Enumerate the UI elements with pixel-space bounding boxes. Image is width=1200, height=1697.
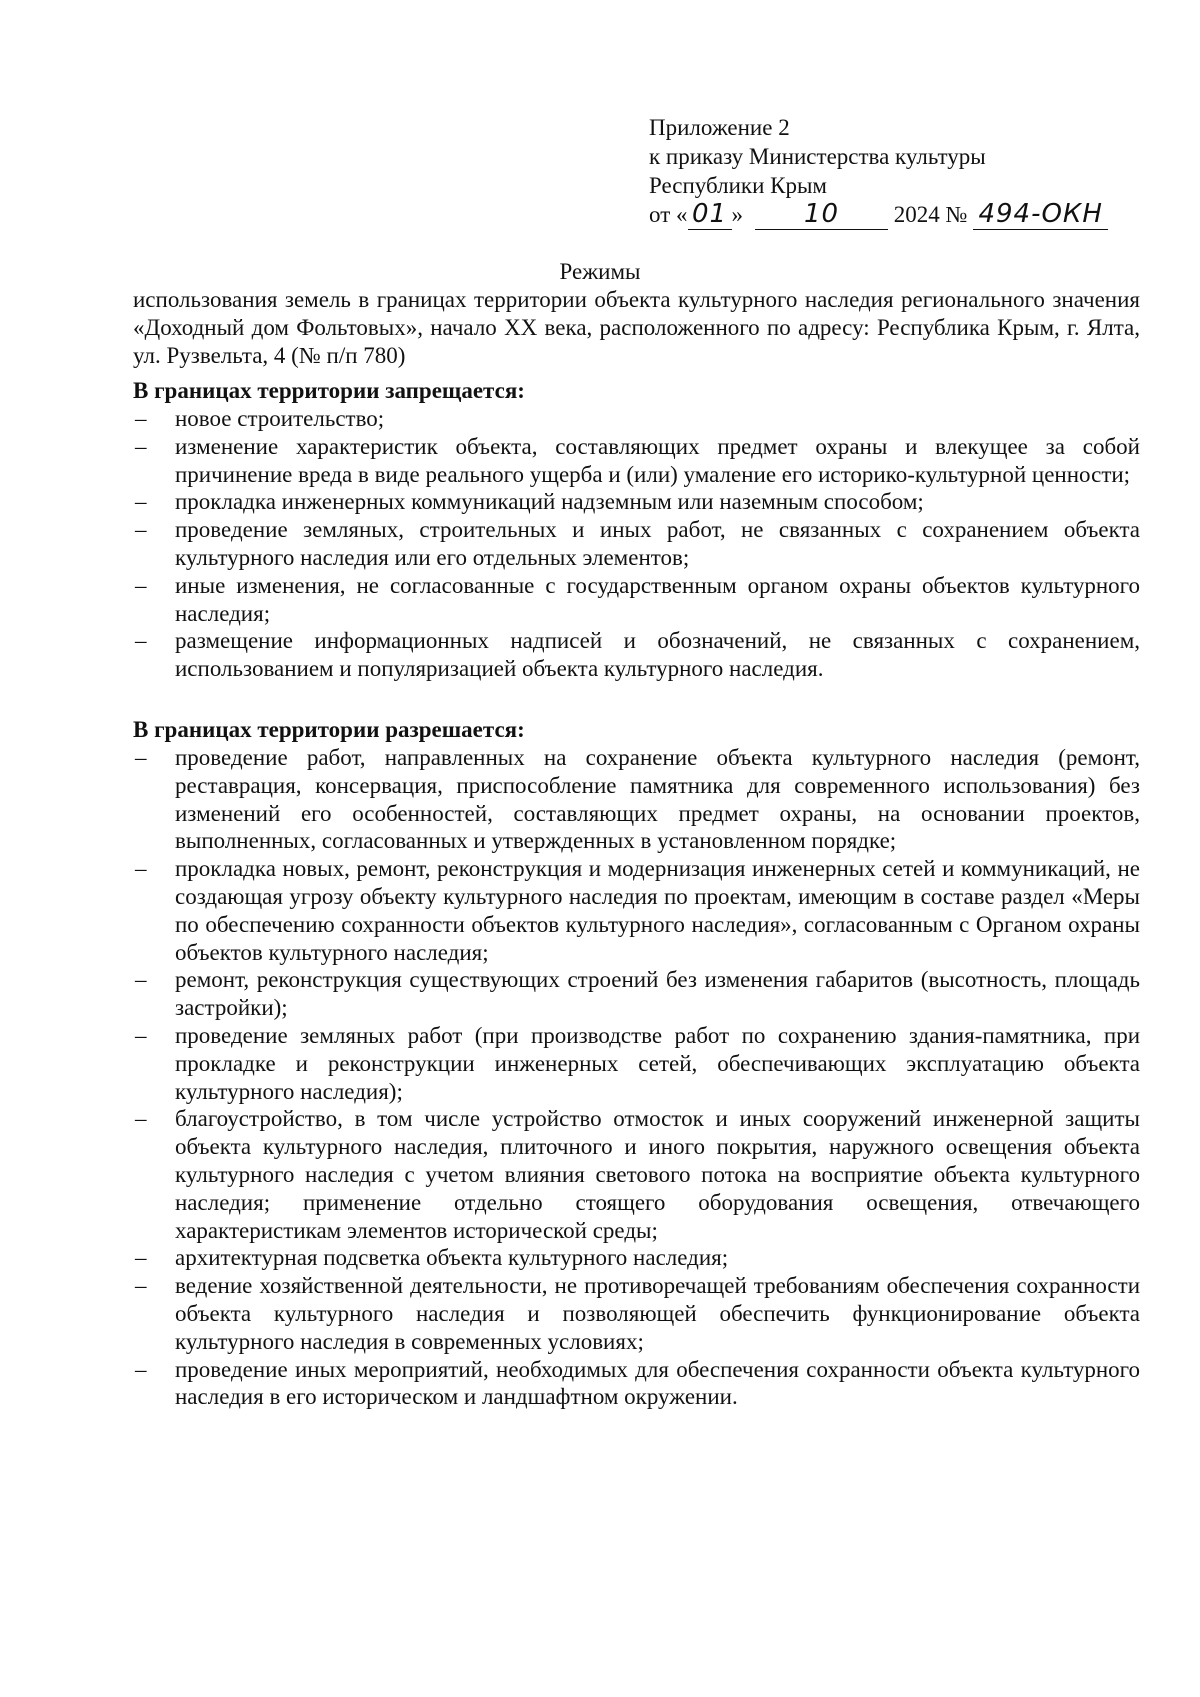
document-title: Режимы <box>559 259 641 284</box>
order-number-handwritten: 494-ОКН <box>978 199 1103 229</box>
list-item: – изменение характеристик объекта, составляющих предмет охраны и влекущее за собой причинение вреда в виде реального ущерба и (или) умаление его историко-культурной ценности; <box>133 433 1140 489</box>
appendix-label: Приложение 2 <box>649 115 790 140</box>
document-subtitle: использования земель в границах территории объекта культурного наследия регионального значения «Доходный дом Фольтовых», начало XX века, расположенного по адресу: Республика Крым, г. Ялта, ул. Рузвельта, 4 (№ п/п 780) <box>133 287 1140 368</box>
list-item: – благоустройство, в том числе устройство отмосток и иных сооружений инженерной защиты объекта культурного наследия, плиточного и иного покрытия, наружного освещения объекта культурного наследия с учетом влияния светового потока на восприятие объекта культурного наследия; применение отдельно стоящего оборудования освещения, отвечающего характеристикам элементов исторической среды; <box>133 1105 1140 1244</box>
order-date-line <box>649 200 1108 230</box>
date-prefix: от « <box>649 202 688 227</box>
date-mid: » <box>731 202 743 227</box>
date-day-handwritten: 01 <box>691 199 728 229</box>
permitted-heading: В границах территории разрешается: <box>133 717 525 742</box>
list-item: – архитектурная подсветка объекта культурного наследия; <box>133 1244 1140 1272</box>
prohibited-list <box>133 405 1140 683</box>
list-item: – ведение хозяйственной деятельности, не противоречащей требованиям обеспечения сохранности объекта культурного наследия и позволяющей обеспечить функционирование объекта культурного наследия в современных условиях; <box>133 1272 1140 1355</box>
list-item: – проведение иных мероприятий, необходимых для обеспечения сохранности объекта культурного наследия в его историческом и ландшафтном окружении. <box>133 1356 1140 1412</box>
list-item: – иные изменения, не согласованные с государственным органом охраны объектов культурного наследия; <box>133 572 1140 628</box>
list-item: – прокладка новых, ремонт, реконструкция и модернизация инженерных сетей и коммуникаций, не создающая угрозу объекту культурного наследия по проектам, имеющим в составе раздел «Меры по обеспечению сохранности объектов культурного наследия», согласованным с Органом охраны объектов культурного наследия; <box>133 855 1140 966</box>
year-number-label: 2024 № <box>893 202 968 227</box>
order-reference: к приказу Министерства культуры <box>649 144 986 169</box>
list-item: – прокладка инженерных коммуникаций надземным или наземным способом; <box>133 488 1140 516</box>
appendix-header <box>649 113 1108 230</box>
list-item: – размещение информационных надписей и обозначений, не связанных с сохранением, использованием и популяризацией объекта культурного наследия. <box>133 627 1140 683</box>
list-item: – проведение земляных, строительных и иных работ, не связанных с сохранением объекта культурного наследия или его отдельных элементов; <box>133 516 1140 572</box>
republic-line: Республики Крым <box>649 173 827 198</box>
permitted-list <box>133 744 1140 1411</box>
date-month-handwritten: 10 <box>803 199 840 229</box>
prohibited-heading: В границах территории запрещается: <box>133 378 525 403</box>
list-item: – новое строительство; <box>133 405 1140 433</box>
list-item: – проведение работ, направленных на сохранение объекта культурного наследия (ремонт, реставрация, консервация, приспособление памятника для современного использования) без изменений его особенностей, составляющих предмет охраны, на основании проектов, выполненных, согласованных и утвержденных в установленном порядке; <box>133 744 1140 855</box>
list-item: – проведение земляных работ (при производстве работ по сохранению здания-памятника, при прокладке и реконструкции инженерных сетей, обеспечивающих эксплуатацию объекта культурного наследия); <box>133 1022 1140 1105</box>
list-item: – ремонт, реконструкция существующих строений без изменения габаритов (высотность, площадь застройки); <box>133 966 1140 1022</box>
